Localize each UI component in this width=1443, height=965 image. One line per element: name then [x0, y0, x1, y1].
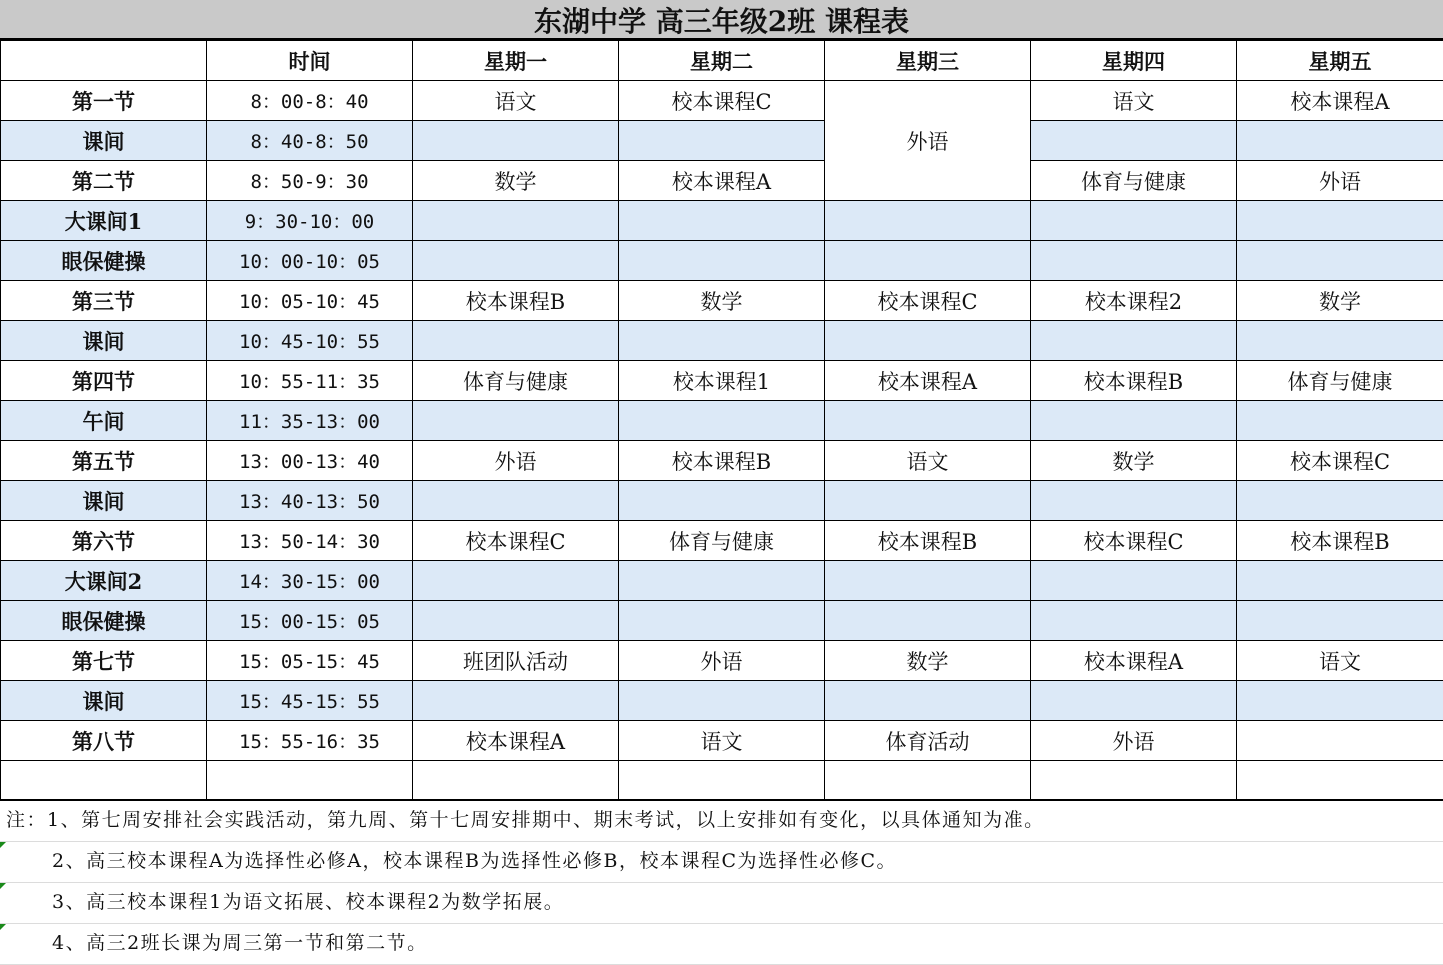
course-cell[interactable]: [1237, 241, 1443, 281]
course-cell[interactable]: 校本课程C: [1237, 441, 1443, 481]
course-cell[interactable]: 语文: [619, 721, 825, 761]
course-cell[interactable]: [413, 201, 619, 241]
schedule-row: [1, 401, 1443, 441]
course-cell[interactable]: [619, 601, 825, 641]
period-label[interactable]: 课间: [1, 321, 207, 361]
course-cell[interactable]: [413, 241, 619, 281]
course-cell[interactable]: [1031, 481, 1237, 521]
course-cell[interactable]: 语文: [825, 441, 1031, 481]
course-cell[interactable]: 校本课程C: [825, 281, 1031, 321]
schedule-row: [1, 681, 1443, 721]
course-cell[interactable]: [825, 401, 1031, 441]
header-row: [1, 41, 1443, 81]
course-cell[interactable]: [413, 121, 619, 161]
period-label[interactable]: 第五节: [1, 441, 207, 481]
course-cell[interactable]: 校本课程A: [825, 361, 1031, 401]
course-cell[interactable]: [619, 321, 825, 361]
course-cell[interactable]: [619, 401, 825, 441]
course-cell[interactable]: 校本课程B: [413, 281, 619, 321]
course-cell[interactable]: [413, 761, 619, 801]
period-label[interactable]: 眼保健操: [1, 601, 207, 641]
header-day[interactable]: 星期五: [1237, 41, 1443, 81]
course-cell[interactable]: [413, 401, 619, 441]
schedule-row: [1, 281, 1443, 321]
course-cell[interactable]: [1237, 401, 1443, 441]
schedule-table: [0, 40, 1443, 801]
course-cell[interactable]: 语文: [1237, 641, 1443, 681]
period-time[interactable]: 8：00-8：40: [207, 81, 413, 121]
course-cell[interactable]: [413, 561, 619, 601]
course-cell[interactable]: 体育与健康: [1031, 161, 1237, 201]
period-label[interactable]: 第一节: [1, 81, 207, 121]
cell-comment-marker: [0, 924, 6, 930]
course-cell[interactable]: [619, 481, 825, 521]
course-cell[interactable]: [1237, 121, 1443, 161]
period-label[interactable]: 午间: [1, 401, 207, 441]
schedule-row: [1, 441, 1443, 481]
course-cell[interactable]: [619, 201, 825, 241]
period-time[interactable]: 13：50-14：30: [207, 521, 413, 561]
schedule-row: [1, 241, 1443, 281]
course-cell[interactable]: 外语: [1031, 721, 1237, 761]
schedule-row: [1, 761, 1443, 801]
course-cell[interactable]: 校本课程B: [619, 441, 825, 481]
course-cell[interactable]: [1031, 321, 1237, 361]
note-line: 4、高三2班长课为周三第一节和第二节。: [0, 924, 1443, 965]
period-time[interactable]: 10：05-10：45: [207, 281, 413, 321]
course-cell[interactable]: [825, 241, 1031, 281]
course-cell[interactable]: [619, 681, 825, 721]
period-time[interactable]: 10：00-10：05: [207, 241, 413, 281]
course-cell[interactable]: [825, 201, 1031, 241]
course-cell[interactable]: [1031, 561, 1237, 601]
period-time[interactable]: [207, 761, 413, 801]
course-cell[interactable]: 外语: [619, 641, 825, 681]
schedule-row: [1, 321, 1443, 361]
course-cell[interactable]: 语文: [1031, 81, 1237, 121]
course-cell[interactable]: 校本课程C: [413, 521, 619, 561]
period-label[interactable]: 第六节: [1, 521, 207, 561]
schedule-row: [1, 81, 1443, 121]
course-cell[interactable]: 班团队活动: [413, 641, 619, 681]
period-time[interactable]: 9：30-10：00: [207, 201, 413, 241]
course-cell[interactable]: [413, 321, 619, 361]
course-cell[interactable]: [619, 121, 825, 161]
period-time[interactable]: 15：45-15：55: [207, 681, 413, 721]
course-cell[interactable]: 外语: [413, 441, 619, 481]
course-cell[interactable]: 数学: [825, 641, 1031, 681]
cell-comment-marker: [0, 883, 6, 889]
period-time[interactable]: 13：40-13：50: [207, 481, 413, 521]
course-cell[interactable]: 数学: [413, 161, 619, 201]
period-time[interactable]: 15：05-15：45: [207, 641, 413, 681]
course-cell[interactable]: 体育活动: [825, 721, 1031, 761]
course-cell[interactable]: 校本课程C: [619, 81, 825, 121]
course-cell[interactable]: 校本课程1: [619, 361, 825, 401]
period-label[interactable]: 课间: [1, 481, 207, 521]
period-time[interactable]: 8：50-9：30: [207, 161, 413, 201]
course-cell[interactable]: 数学: [619, 281, 825, 321]
period-time[interactable]: 14：30-15：00: [207, 561, 413, 601]
header-day[interactable]: 星期一: [413, 41, 619, 81]
course-cell[interactable]: 校本课程B: [1237, 521, 1443, 561]
course-cell[interactable]: [825, 481, 1031, 521]
course-cell[interactable]: [1237, 681, 1443, 721]
course-cell[interactable]: 数学: [1237, 281, 1443, 321]
course-cell[interactable]: 校本课程B: [825, 521, 1031, 561]
schedule-row: [1, 561, 1443, 601]
course-cell[interactable]: 校本课程A: [1237, 81, 1443, 121]
course-cell[interactable]: [1031, 681, 1237, 721]
schedule-row: [1, 161, 1443, 201]
period-label[interactable]: 第七节: [1, 641, 207, 681]
course-cell[interactable]: [619, 761, 825, 801]
schedule-row: [1, 521, 1443, 561]
course-cell[interactable]: [413, 601, 619, 641]
period-time[interactable]: 11：35-13：00: [207, 401, 413, 441]
course-cell[interactable]: [1237, 481, 1443, 521]
course-cell[interactable]: [1237, 601, 1443, 641]
course-cell[interactable]: [413, 481, 619, 521]
note-line: 注：1、第七周安排社会实践活动，第九周、第十七周安排期中、期末考试，以上安排如有变化，以具体通知为准。: [0, 801, 1443, 842]
course-cell[interactable]: 体育与健康: [413, 361, 619, 401]
course-cell[interactable]: [619, 241, 825, 281]
schedule-row: [1, 481, 1443, 521]
course-cell[interactable]: [1237, 761, 1443, 801]
course-cell[interactable]: [825, 321, 1031, 361]
period-label[interactable]: 第二节: [1, 161, 207, 201]
course-cell[interactable]: [1031, 401, 1237, 441]
header-day[interactable]: 星期二: [619, 41, 825, 81]
course-cell[interactable]: [1237, 721, 1443, 761]
period-time[interactable]: 8：40-8：50: [207, 121, 413, 161]
course-cell[interactable]: 体育与健康: [619, 521, 825, 561]
schedule-row: [1, 721, 1443, 761]
course-cell[interactable]: 校本课程A: [1031, 641, 1237, 681]
period-label[interactable]: 第四节: [1, 361, 207, 401]
course-cell[interactable]: [1031, 761, 1237, 801]
course-cell[interactable]: [619, 561, 825, 601]
period-label[interactable]: [1, 761, 207, 801]
course-cell[interactable]: 数学: [1031, 441, 1237, 481]
course-cell[interactable]: 体育与健康: [1237, 361, 1443, 401]
note-line: 2、高三校本课程A为选择性必修A，校本课程B为选择性必修B，校本课程C为选择性必修C。: [0, 842, 1443, 883]
period-time[interactable]: 10：45-10：55: [207, 321, 413, 361]
course-cell[interactable]: [825, 561, 1031, 601]
schedule-row: [1, 201, 1443, 241]
course-cell[interactable]: 语文: [413, 81, 619, 121]
merged-course-cell[interactable]: 外语: [825, 81, 1031, 201]
period-label[interactable]: 眼保健操: [1, 241, 207, 281]
period-label[interactable]: 大课间1: [1, 201, 207, 241]
period-label[interactable]: 课间: [1, 121, 207, 161]
course-cell[interactable]: [413, 681, 619, 721]
period-time[interactable]: 13：00-13：40: [207, 441, 413, 481]
course-cell[interactable]: 校本课程2: [1031, 281, 1237, 321]
period-label[interactable]: 第三节: [1, 281, 207, 321]
note-line: 3、高三校本课程1为语文拓展、校本课程2为数学拓展。: [0, 883, 1443, 924]
course-cell[interactable]: [1031, 241, 1237, 281]
schedule-row: [1, 361, 1443, 401]
period-label[interactable]: 大课间2: [1, 561, 207, 601]
course-cell[interactable]: [1237, 201, 1443, 241]
course-cell[interactable]: 校本课程C: [1031, 521, 1237, 561]
course-cell[interactable]: 外语: [1237, 161, 1443, 201]
period-label[interactable]: 课间: [1, 681, 207, 721]
course-cell[interactable]: 校本课程A: [619, 161, 825, 201]
period-time[interactable]: 15：00-15：05: [207, 601, 413, 641]
period-label[interactable]: 第八节: [1, 721, 207, 761]
notes-section: [0, 799, 1443, 965]
header-day[interactable]: 星期四: [1031, 41, 1237, 81]
header-blank[interactable]: [1, 41, 207, 81]
header-day[interactable]: 星期三: [825, 41, 1031, 81]
period-time[interactable]: 15：55-16：35: [207, 721, 413, 761]
course-cell[interactable]: [825, 681, 1031, 721]
schedule-row: [1, 641, 1443, 681]
course-cell[interactable]: [825, 761, 1031, 801]
course-cell[interactable]: [1237, 561, 1443, 601]
period-time[interactable]: 10：55-11：35: [207, 361, 413, 401]
sheet-title: 东湖中学 高三年级2班 课程表: [0, 0, 1443, 40]
course-cell[interactable]: 校本课程B: [1031, 361, 1237, 401]
course-cell[interactable]: [825, 601, 1031, 641]
schedule-row: [1, 601, 1443, 641]
header-time[interactable]: 时间: [207, 41, 413, 81]
course-cell[interactable]: [1031, 201, 1237, 241]
course-cell[interactable]: [1031, 601, 1237, 641]
cell-comment-marker: [0, 842, 6, 848]
course-cell[interactable]: [1031, 121, 1237, 161]
course-cell[interactable]: 校本课程A: [413, 721, 619, 761]
course-cell[interactable]: [1237, 321, 1443, 361]
schedule-row: [1, 121, 1443, 161]
